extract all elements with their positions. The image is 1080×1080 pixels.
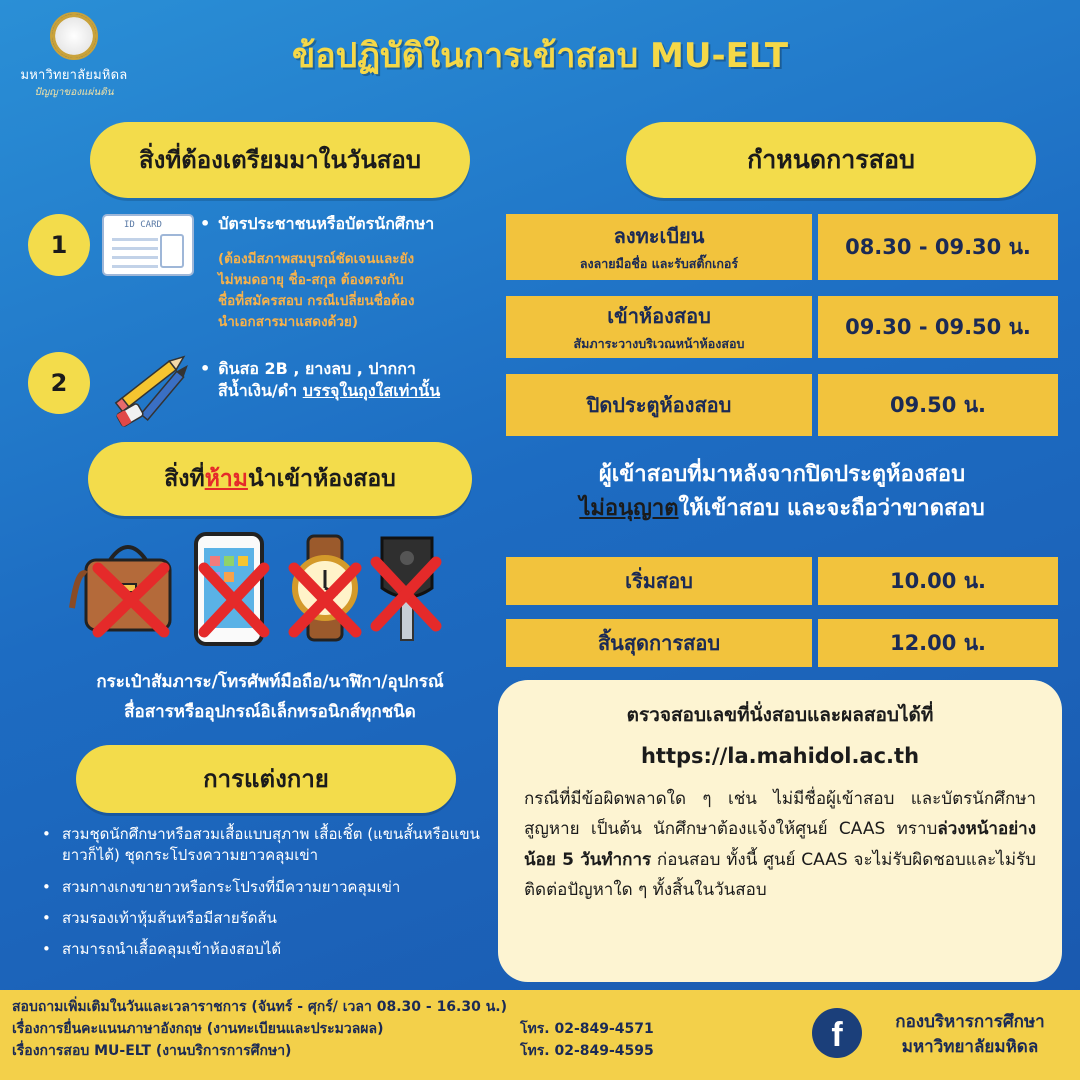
footer-line-3	[12, 1040, 712, 1062]
banned-heading	[88, 442, 472, 516]
schedule-row-label: สิ้นสุดการสอบ	[597, 631, 721, 655]
schedule-row-time: 08.30 - 09.30 น.	[845, 234, 1031, 259]
schedule-label-registration	[506, 214, 812, 280]
page-title: ข้อปฏิบัติในการเข้าสอบ MU-ELT	[291, 36, 789, 76]
banned-items-row	[64, 528, 464, 648]
late-note-line-2	[506, 492, 1058, 526]
info-title: ตรวจสอบเลขที่นั่งสอบและผลสอบได้ที่	[626, 704, 934, 726]
footer	[0, 990, 1080, 1080]
schedule-label-enter-room	[506, 296, 812, 358]
schedule-row-time: 10.00 น.	[889, 568, 987, 593]
info-body-suffix: ก่อนสอบ ทั้งนี้ ศูนย์ CAAS จะไม่รับผิดชอบและไม่รับติดต่อปัญหาใด ๆ ทั้งสิ้นในวันสอบ	[524, 849, 1036, 900]
schedule-time-door-close	[818, 374, 1058, 436]
footer-line-2-topic: เรื่องการยื่นคะแนนภาษาอังกฤษ (งานทะเบียนและประมวลผล)	[12, 1021, 384, 1038]
schedule-time-end	[818, 619, 1058, 667]
id-card-note	[218, 249, 500, 333]
id-card-note-line: ไม่หมดอายุ ชื่อ-สกุล ต้องตรงกับ	[218, 271, 404, 288]
list-item: • สามารถนำเสื้อคลุมเข้าห้องสอบได้	[42, 939, 502, 960]
list-item: • สวมรองเท้าหุ้มส้นหรือมีสายรัดส้น	[42, 908, 502, 929]
info-body-deadline: ล่วงหน้าอย่างน้อย 5 วันทำการ	[524, 819, 1036, 870]
logo-name: มหาวิทยาลัยมหิดล	[20, 68, 128, 83]
schedule-row-label: ลงทะเบียน	[613, 224, 705, 248]
banned-heading-highlight: ห้าม	[204, 466, 248, 492]
id-card-title: • บัตรประชาชนหรือบัตรนักศึกษา	[200, 212, 500, 237]
footer-line-3-topic: เรื่องการสอบ MU-ELT (งานบริการการศึกษา)	[12, 1043, 292, 1060]
facebook-icon[interactable]: f	[812, 1008, 862, 1058]
stationery-line-2	[200, 380, 500, 402]
schedule-row-label: เริ่มสอบ	[625, 569, 693, 593]
footer-org-line-2: มหาวิทยาลัยมหิดล	[901, 1036, 1039, 1057]
schedule-row-label: เข้าห้องสอบ	[607, 304, 711, 328]
info-box	[498, 680, 1062, 982]
logo-motto: ปัญญาของแผ่นดิน	[34, 87, 114, 98]
footer-line-2	[12, 1018, 712, 1040]
footer-organization	[870, 1010, 1070, 1059]
late-arrival-note	[506, 458, 1058, 526]
banned-heading-prefix: สิ่งที่	[164, 466, 205, 492]
prepare-item-2	[200, 358, 500, 403]
schedule-label-door-close	[506, 374, 812, 436]
footer-line-2-phone: โทร. 02-849-4571	[520, 1021, 654, 1038]
id-card-note-line: ชื่อที่สมัครสอบ กรณีเปลี่ยนชื่อต้อง	[218, 292, 415, 309]
schedule-row-label: ปิดประตูห้องสอบ	[586, 393, 732, 417]
schedule-row-sub: สัมภาระวางบริเวณหน้าห้องสอบ	[573, 336, 745, 351]
pencil-eraser-icon	[108, 336, 198, 432]
schedule-time-start	[818, 557, 1058, 605]
late-note-not-allowed: ไม่อนุญาต	[579, 496, 679, 522]
info-body	[524, 784, 1036, 905]
footer-org-line-1: กองบริหารการศึกษา	[895, 1012, 1045, 1032]
footer-contacts	[12, 996, 712, 1062]
schedule-time-registration	[818, 214, 1058, 280]
item-number-2: 2	[28, 352, 90, 414]
item-number-1: 1	[28, 214, 90, 276]
university-seal-icon	[50, 12, 98, 60]
stationery-clear-bag-note: บรรจุในถุงใสเท่านั้น	[302, 381, 441, 401]
schedule-row-time: 09.30 - 09.50 น.	[845, 314, 1031, 339]
late-note-line-1: ผู้เข้าสอบที่มาหลังจากปิดประตูห้องสอบ	[598, 462, 966, 487]
schedule-time-enter-room	[818, 296, 1058, 358]
footer-line-3-phone: โทร. 02-849-4595	[520, 1043, 654, 1060]
prepare-heading: สิ่งที่ต้องเตรียมมาในวันสอบ	[90, 122, 470, 198]
dress-heading: การแต่งกาย	[76, 745, 456, 813]
schedule-label-end	[506, 619, 812, 667]
banned-caption	[40, 668, 500, 728]
banned-caption-line: สื่อสารหรืออุปกรณ์อิเล็กทรอนิกส์ทุกชนิด	[124, 701, 416, 722]
id-card-icon	[102, 214, 194, 276]
id-card-note-line: นำเอกสารมาแสดงด้วย)	[218, 313, 358, 330]
university-logo	[14, 12, 134, 100]
stationery-line-2-prefix: สีน้ำเงิน/ดำ	[218, 381, 303, 401]
id-card-note-line: (ต้องมีสภาพสมบูรณ์ชัดเจนและยัง	[218, 251, 415, 267]
schedule-heading: กำหนดการสอบ	[626, 122, 1036, 198]
stationery-line-1: • ดินสอ 2B , ยางลบ , ปากกา	[200, 358, 500, 380]
dress-list	[42, 824, 502, 970]
list-item: • สวมชุดนักศึกษาหรือสวมเสื้อแบบสุภาพ เสื้อเชิ้ต (แขนสั้นหรือแขนยาวก็ได้) ชุดกระโปรงความยาวคลุมเข่า	[42, 824, 502, 867]
banned-heading-suffix: นำเข้าห้องสอบ	[247, 466, 396, 492]
schedule-label-start	[506, 557, 812, 605]
list-item: • สวมกางเกงขายาวหรือกระโปรงที่มีความยาวคลุมเข่า	[42, 877, 502, 898]
footer-line-1: สอบถามเพิ่มเติมในวันและเวลาราชการ (จันทร์ - ศุกร์/ เวลา 08.30 - 16.30 น.)	[12, 999, 508, 1015]
info-body-prefix: กรณีที่มีข้อผิดพลาดใด ๆ เช่น ไม่มีชื่อผู้เข้าสอบ และบัตรนักศึกษาสูญหาย เป็นต้น นักศึกษาต้องแจ้งให้ศูนย์ CAAS ทราบ	[524, 789, 1036, 840]
schedule-row-time: 09.50 น.	[889, 392, 987, 417]
prepare-item-1	[200, 212, 500, 333]
schedule-row-time: 12.00 น.	[889, 630, 987, 655]
schedule-row-sub: ลงลายมือชื่อ และรับสติ๊กเกอร์	[579, 256, 739, 271]
id-card-label: ID CARD	[124, 220, 162, 230]
info-url-link[interactable]: https://la.mahidol.ac.th	[640, 744, 920, 768]
late-note-line-2-suffix: ให้เข้าสอบ และจะถือว่าขาดสอบ	[678, 496, 985, 522]
banned-caption-line: กระเป๋าสัมภาระ/โทรศัพท์มือถือ/นาฬิกา/อุปกรณ์	[96, 672, 444, 692]
